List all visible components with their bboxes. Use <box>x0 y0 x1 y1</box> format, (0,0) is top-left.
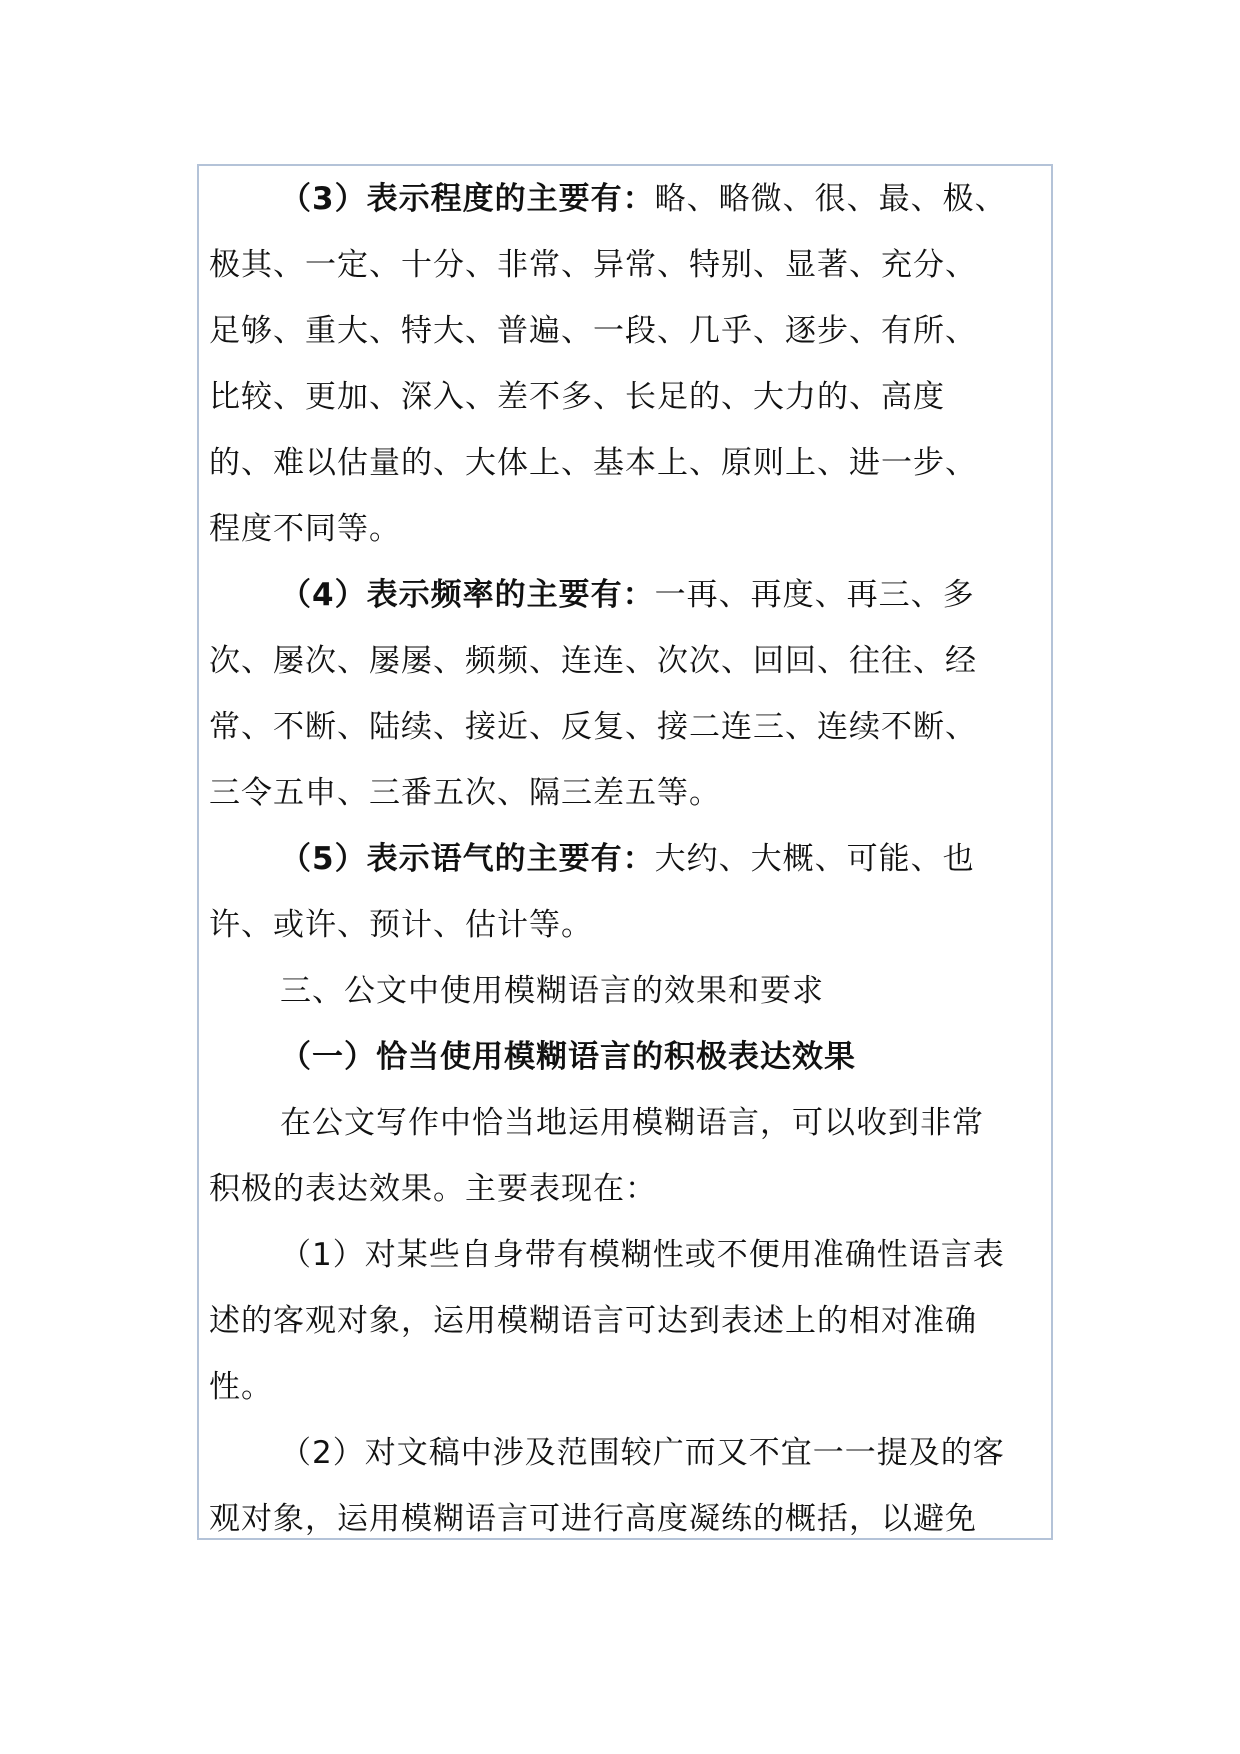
line-text: 述的客观对象，运用模糊语言可达到表述上的相对准确 <box>209 1303 977 1339</box>
paragraph-frequency-line-3 <box>209 694 977 760</box>
paragraph-degree-line-4 <box>209 364 945 430</box>
line-text: 观对象，运用模糊语言可进行高度凝练的概括，以避免 <box>209 1501 977 1537</box>
line-text: 大约、大概、可能、也 <box>654 841 975 877</box>
line-text: （1）对某些自身带有模糊性或不便用准确性语言表 <box>280 1237 1005 1273</box>
degree-heading: （3）表示程度的主要有： <box>280 181 655 217</box>
line-text: 的、难以估量的、大体上、基本上、原则上、进一步、 <box>209 445 977 481</box>
paragraph-frequency-line-1 <box>280 562 975 628</box>
subsection-heading-text: （一）恰当使用模糊语言的积极表达效果 <box>280 1039 856 1075</box>
line-text: 略、略微、很、最、极、 <box>654 181 1007 217</box>
line-text: （2）对文稿中涉及范围较广而又不宜一一提及的客 <box>280 1435 1005 1471</box>
line-text: 积极的表达效果。主要表现在： <box>209 1171 657 1207</box>
paragraph-degree-line-2 <box>209 232 977 298</box>
paragraph-intro-line-1 <box>280 1090 984 1156</box>
paragraph-tone-line-1 <box>280 826 975 892</box>
line-text: 比较、更加、深入、差不多、长足的、大力的、高度 <box>209 379 945 415</box>
paragraph-frequency-line-2 <box>209 628 977 694</box>
line-text: 一再、再度、再三、多 <box>654 577 975 613</box>
line-text: 许、或许、预计、估计等。 <box>209 907 593 943</box>
line-text: 常、不断、陆续、接近、反复、接二连三、连续不断、 <box>209 709 977 745</box>
paragraph-frequency-line-4 <box>209 760 721 826</box>
frequency-heading: （4）表示频率的主要有： <box>280 577 655 613</box>
line-text: 三令五申、三番五次、隔三差五等。 <box>209 775 721 811</box>
paragraph-effect2-line-1 <box>280 1420 1005 1486</box>
line-text: 极其、一定、十分、非常、异常、特别、显著、充分、 <box>209 247 977 283</box>
paragraph-degree-line-6 <box>209 496 401 562</box>
tone-heading: （5）表示语气的主要有： <box>280 841 655 877</box>
line-text: 足够、重大、特大、普遍、一段、几乎、逐步、有所、 <box>209 313 977 349</box>
line-text: 次、屡次、屡屡、频频、连连、次次、回回、往往、经 <box>209 643 977 679</box>
paragraph-effect1-line-2 <box>209 1288 977 1354</box>
paragraph-degree-line-5 <box>209 430 977 496</box>
paragraph-degree-line-3 <box>209 298 977 364</box>
paragraph-effect2-line-2 <box>209 1486 977 1552</box>
line-text: 在公文写作中恰当地运用模糊语言，可以收到非常 <box>280 1105 984 1141</box>
line-text: 程度不同等。 <box>209 511 401 547</box>
paragraph-effect1-line-1 <box>280 1222 1005 1288</box>
line-text: 三、公文中使用模糊语言的效果和要求 <box>280 973 824 1009</box>
subsection-heading-one <box>280 1024 856 1090</box>
paragraph-intro-line-2 <box>209 1156 657 1222</box>
section-heading-three <box>280 958 824 1024</box>
paragraph-tone-line-2 <box>209 892 593 958</box>
line-text: 性。 <box>209 1369 273 1405</box>
paragraph-degree-line-1 <box>280 166 1007 232</box>
paragraph-effect1-line-3 <box>209 1354 273 1420</box>
